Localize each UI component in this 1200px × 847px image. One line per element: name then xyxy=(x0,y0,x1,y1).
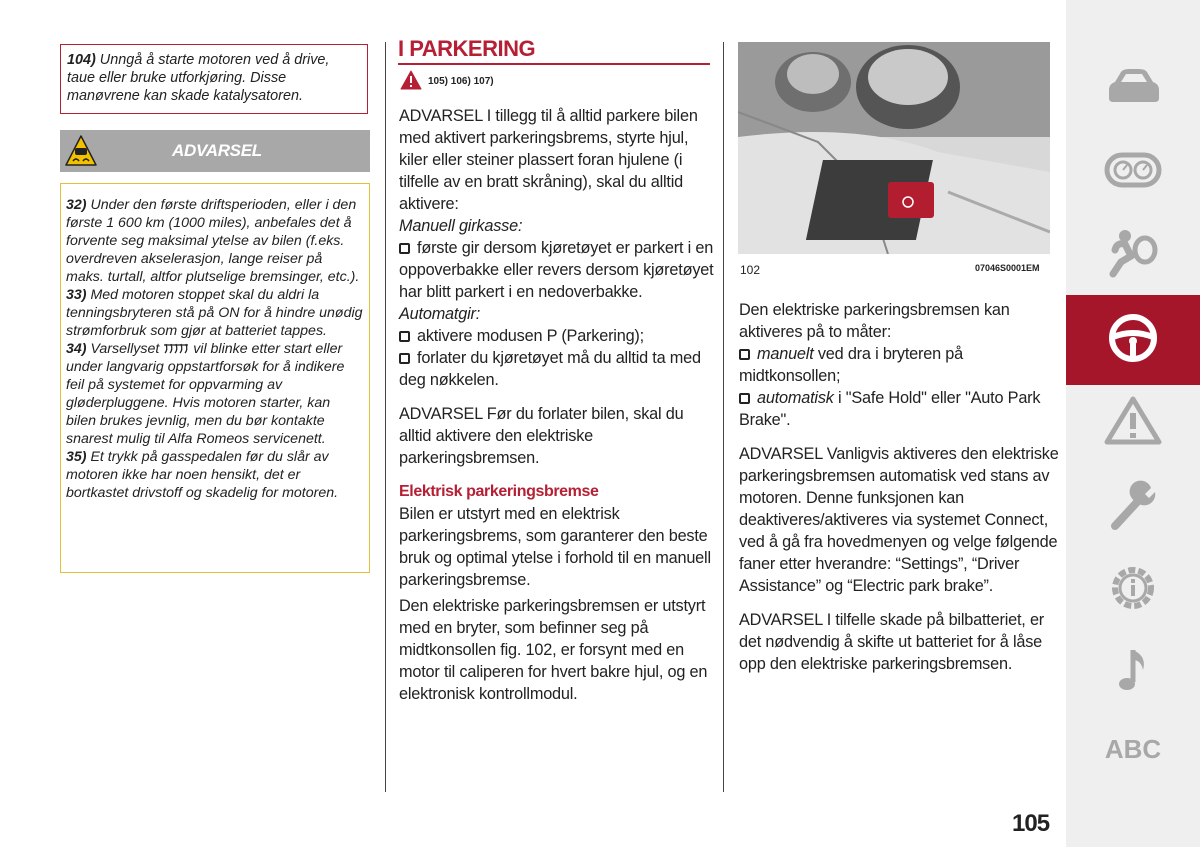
note-number: 34) xyxy=(66,341,87,357)
list-item-text: forlater du kjøretøyet må du alltid ta med deg nøkkelen. xyxy=(399,349,701,389)
sidebar-item-starting-driving[interactable] xyxy=(1066,295,1200,385)
subheading: Elektrisk parkeringsbremse xyxy=(399,483,599,500)
bullet-box-icon xyxy=(739,349,750,360)
note-text: Med motoren stoppet skal du aldri la tenningsbryteren stå på ON for å hindre unødig strømforbruk som gjør at batteriet tappes. xyxy=(66,287,363,339)
right-body xyxy=(739,299,1059,675)
note-32 xyxy=(66,196,364,286)
note-35 xyxy=(66,448,364,502)
list-item xyxy=(739,343,1059,387)
paragraph: ADVARSEL I tillegg til å alltid parkere bilen med aktivert parkeringsbrems, styrte hjul, kiler eller steiner plassert foran hjulene (i tilfelle av en bratt skråning), skal du alltid aktivere: xyxy=(399,107,698,213)
slippery-road-warning-icon xyxy=(64,134,98,168)
sidebar-item-emergency[interactable] xyxy=(1066,378,1200,468)
figure-number: 102 xyxy=(740,263,761,277)
sidebar-item-index[interactable] xyxy=(1066,712,1200,802)
sidebar-item-maintenance[interactable] xyxy=(1066,462,1200,552)
paragraph: Den elektriske parkeringsbremsen er utstyrt med en bryter, som befinner seg på midtkonsollen fig. 102, er forsynt med en motor til caliperen for hvert bakre hjul, og en elektronisk kontrollmodul. xyxy=(399,597,708,703)
steering-wheel-icon xyxy=(1103,313,1163,363)
list-item xyxy=(399,325,719,347)
note-text: Varsellyset xyxy=(86,341,164,357)
figure-code: 07046S0001EM xyxy=(975,263,1040,273)
paragraph: ADVARSEL I tilfelle skade på bilbatteriet, er det nødvendig å skifte ut batteriet for å låse opp den elektriske parkeringsbremsen. xyxy=(739,611,1045,673)
list-item-emphasis: manuelt xyxy=(757,345,814,363)
figure-102-photo xyxy=(738,42,1050,254)
warning-references: 105) 106) 107) xyxy=(428,76,494,87)
note-104 xyxy=(60,44,368,114)
note-number: 33) xyxy=(66,287,87,303)
note-33 xyxy=(66,286,364,340)
automatic-gearbox-label: Automatgir: xyxy=(399,305,481,323)
list-item-emphasis: automatisk xyxy=(757,389,834,407)
list-item-text: første gir dersom kjøretøyet er parkert i en oppoverbakke eller revers dersom kjøretøyet har blitt parkert i en nedoverbakke. xyxy=(399,239,714,301)
wrench-icon xyxy=(1103,480,1163,530)
note-number: 35) xyxy=(66,449,87,465)
paragraph: ADVARSEL Vanligvis aktiveres den elektriske parkeringsbremsen automatisk ved stans av motoren. Denne funksjonen kan deaktiveres/aktiveres via systemet Connect, ved å gå fra hovedmenyen og velge følgende faner etter hverandre: “Settings”, “Driver Assistance” og “Electric park brake”. xyxy=(739,445,1059,595)
music-note-icon xyxy=(1103,646,1163,696)
list-item-text: i "Safe Hold" eller "Auto Park Brake". xyxy=(739,389,1041,429)
sidebar-item-dashboard[interactable] xyxy=(1066,127,1200,217)
note-34 xyxy=(66,340,364,448)
list-item-text: ved dra i bryteren på midtkonsollen; xyxy=(739,345,963,385)
warning-triangle-icon xyxy=(1103,396,1163,446)
bullet-box-icon xyxy=(739,393,750,404)
manual-gearbox-label: Manuell girkasse: xyxy=(399,217,523,235)
note-text: Unngå å starte motoren ved å drive, taue eller bruke utforkjøring. Disse manøvrene kan skade katalysatoren. xyxy=(67,52,330,104)
parking-brake-switch-illustration xyxy=(738,42,1050,254)
sidebar-item-vehicle[interactable] xyxy=(1066,44,1200,134)
note-number: 104) xyxy=(67,52,96,68)
sidebar-item-multimedia[interactable] xyxy=(1066,628,1200,718)
warning-notes-box xyxy=(60,183,370,573)
page-number: 105 xyxy=(1012,810,1050,837)
list-item-text: aktivere modusen P (Parkering); xyxy=(417,327,644,345)
dashboard-gauges-icon xyxy=(1103,145,1163,195)
column-divider xyxy=(723,42,724,792)
warning-triangle-icon xyxy=(400,70,422,90)
note-number: 32) xyxy=(66,197,87,213)
section-title: I PARKERING xyxy=(398,36,536,61)
bullet-box-icon xyxy=(399,331,410,342)
info-gear-icon xyxy=(1103,563,1163,613)
note-text: Et trykk på gasspedalen før du slår av motoren ikke har noen hensikt, det er bortkastet drivstoff og skadelig for motoren. xyxy=(66,449,339,501)
list-item xyxy=(399,237,719,303)
sidebar-item-safety[interactable] xyxy=(1066,210,1200,300)
note-text: vil blinke etter start eller under langvarig oppstartforsøk for å indikere feil på systemet for oppvarming av gløderpluggene. Hvis motoren starter, kan bilen brukes jevnlig, men du bør kontakte snarest mulig til Alfa Romeos servicenett. xyxy=(66,341,345,447)
list-item xyxy=(399,347,719,391)
bullet-box-icon xyxy=(399,353,410,364)
column-divider xyxy=(385,42,386,792)
middle-body xyxy=(399,105,719,705)
paragraph: ADVARSEL Før du forlater bilen, skal du alltid aktivere den elektriske parkeringsbremsen. xyxy=(399,405,684,467)
glow-plug-warning-icon xyxy=(163,342,189,354)
list-item xyxy=(739,387,1059,431)
airbag-person-icon xyxy=(1103,228,1163,278)
section-rule xyxy=(398,63,710,65)
bullet-box-icon xyxy=(399,243,410,254)
paragraph: Bilen er utstyrt med en elektrisk parkeringsbrems, som garanterer den beste bruk og optimal ytelse i forhold til en manuell parkeringsbremse. xyxy=(399,505,711,589)
warning-title: ADVARSEL xyxy=(172,141,262,160)
sidebar-item-technical-data[interactable] xyxy=(1066,545,1200,635)
car-icon xyxy=(1103,62,1163,112)
paragraph: Den elektriske parkeringsbremsen kan aktiveres på to måter: xyxy=(739,301,1010,341)
index-abc-label: ABC xyxy=(1104,734,1162,764)
note-text: Under den første driftsperioden, eller i den første 1 600 km (1000 miles), anbefales det å forvente seg maksimal ytelse av bilen (f.eks. overdreven akselerasjon, lange reiser på maks. turtall, altfor plutselige bremsinger, etc.). xyxy=(66,197,360,285)
